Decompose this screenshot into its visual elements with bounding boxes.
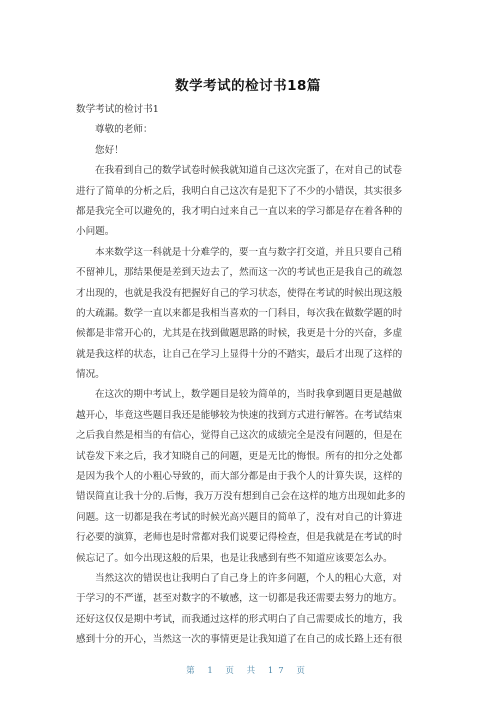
text-line: 都是我完全可以避免的，我才明白过来自己一直以来的学习都是存在着各种的 (76, 205, 403, 217)
paragraph (76, 569, 422, 651)
text-line: 之后我自然是相当的有信心，觉得自己这次的成绩完全是没有问题的，但是在 (76, 430, 403, 442)
text-line: 错误简直让我十分的.后悔，我万万没有想到自己会在这样的地方出现如此多的 (76, 491, 406, 503)
text-line: 当然这次的错误也让我明白了自己身上的许多问题，个人的粗心大意，对 (95, 572, 402, 584)
text-line: 的大疏漏。数学一直以来都是我相当喜欢的一门科目，每次我在做数学题的时 (76, 307, 403, 319)
text-line: 试卷发下来之后，我才知晓自己的问题，更是无比的悔恨。所有的扣分之处都 (76, 450, 403, 462)
document-body (76, 100, 422, 651)
paragraph (76, 120, 422, 140)
paragraph (76, 385, 422, 569)
text-line: 问题。这一切都是我在考试的时候光高兴题目的简单了，没有对自己的计算进 (76, 511, 403, 523)
text-line: 进行了简单的分析之后，我明白自己这次有是犯下了不少的小错误，其实很多 (76, 185, 403, 197)
text-line: 在这次的期中考试上，数学题目是较为简单的，当时我拿到题目更是越做 (95, 389, 402, 401)
paragraph (76, 141, 422, 161)
page-footer: 第 1 页 共 17 页 (186, 666, 310, 676)
text-line: 小问题。 (76, 226, 115, 238)
text-line: 就是我这样的状态，让自己在学习上显得十分的不踏实，最后才出现了这样的 (76, 348, 403, 360)
text-line: 行必要的演算，老师也是时常都对我们说要记得检查，但是我就是在考试的时 (76, 532, 403, 544)
document-title: 数学考试的检讨书18篇 (175, 78, 321, 94)
text-line: 候都是非常开心的，尤其是在找到做题思路的时候，我更是十分的兴奋，多虚 (76, 328, 403, 340)
text-line: 情况。 (76, 369, 105, 381)
text-line: 越开心，毕竟这些题目我还是能够较为快速的找到方式进行解答。在考试结束 (76, 409, 403, 421)
text-line: 您好！ (95, 144, 124, 156)
text-line: 才出现的，也就是我没有把握好自己的学习状态，使得在考试的时候出现这般 (76, 287, 403, 299)
text-line: 本来数学这一科就是十分难学的，要一直与数字打交道，并且只要自己稍 (95, 246, 402, 258)
text-line: 还好这仅仅是期中考试，而我通过这样的形式明白了自己需要成长的地方，我 (76, 613, 403, 625)
text-line: 是因为我个人的小粗心导致的，而大部分都是由于我个人的计算失误，这样的 (76, 471, 403, 483)
text-line: 于学习的不严谨，甚至对数字的不敏感，这一切都是我还需要去努力的地方。 (76, 593, 403, 605)
text-line: 感到十分的开心，当然这一次的事情更是让我知道了在自己的成长路上还有很 (76, 634, 403, 646)
paragraph (76, 100, 422, 120)
text-line: 不留神儿，那结果便是差到天边去了，然而这一次的考试也正是我自己的疏忽 (76, 267, 403, 279)
text-line: 数学考试的检讨书1 (76, 104, 159, 115)
text-line: 尊敬的老师： (95, 124, 153, 136)
paragraph (76, 161, 422, 243)
text-line: 候忘记了。如今出现这般的后果，也是让我感到有些不知道应该要怎么办。 (76, 552, 393, 564)
paragraph (76, 243, 422, 386)
text-line: 在我看到自己的数学试卷时候我就知道自己这次完蛋了，在对自己的试卷 (95, 165, 402, 177)
